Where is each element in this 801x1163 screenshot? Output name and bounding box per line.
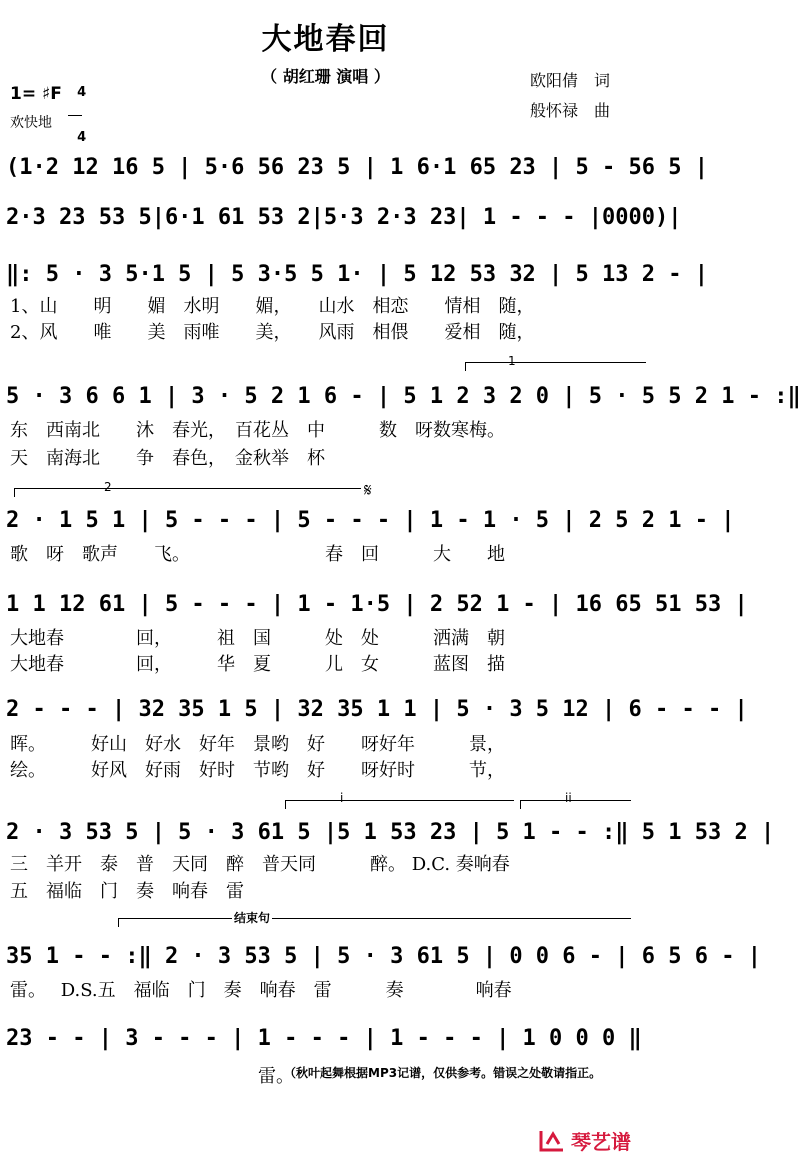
notation-line-7: 2 - - - | 32 35 1 5 | 32 35 1 1 | 5 · 3 5 12 | 6 - - - | — [6, 697, 748, 722]
ending-bracket — [118, 918, 631, 927]
volta-bracket-ii — [520, 800, 631, 809]
time-signature-top: 4 — [77, 85, 87, 100]
lyric-line-4-verse-2: 天 南海北 争 春色， 金秋举 杯 — [10, 448, 325, 469]
watermark-brand: 琴艺谱 — [571, 1130, 631, 1154]
lyric-line-6-verse-1: 大地春 回， 祖 国 处 处 洒满 朝 — [10, 628, 505, 649]
notation-line-2: 2·3 23 53 5|6·1 61 53 2|5·3 2·3 23| 1 - - - |0000)| — [6, 205, 682, 230]
transcription-footnote: （秋叶起舞根据MP3记谱，仅供参考。错误之处敬请指正。 — [284, 1066, 602, 1080]
lyric-line-7-verse-1: 晖。 好山 好水 好年 景哟 好 呀好年 景， — [10, 734, 505, 755]
volta-label-1: 1 — [508, 354, 516, 368]
lyric-line-4-verse-1: 东 西南北 沐 春光， 百花丛 中 数 呀数寒梅。 — [10, 420, 505, 441]
volta-bracket-1 — [465, 362, 646, 371]
key-signature: 1= ♯F — [10, 84, 62, 104]
volta-label-i: i — [340, 791, 344, 805]
tempo-marking: 欢快地 — [10, 115, 52, 131]
volta-label-ii: ii — [565, 791, 572, 805]
lyric-line-7-verse-2: 绘。 好风 好雨 好时 节哟 好 呀好时 节， — [10, 760, 505, 781]
song-title: 大地春回 — [261, 22, 390, 57]
lyric-line-8-verse-1: 三 羊开 泰 普 天同 醉 普天同 醉。 D.C. 奏响春 — [10, 854, 510, 875]
lyric-line-3-verse-2: 2、风 唯 美 雨唯 美， 风雨 相偎 爱相 随， — [10, 322, 535, 343]
ending-label: 结束句 — [234, 911, 271, 925]
segno-sign: 𝄋 — [364, 480, 372, 501]
lyric-line-9: 雷。 D.S.五 福临 门 奏 响春 雷 奏 响春 — [10, 980, 512, 1001]
notation-line-9: 35 1 - - :‖ 2 · 3 53 5 | 5 · 3 61 5 | 0 0 6 - | 6 5 6 - | — [6, 944, 761, 969]
volta-label-2: 2 — [104, 480, 112, 494]
time-signature-bottom: 4 — [77, 130, 87, 145]
lyric-line-5: 歌 呀 歌声 飞。 春 回 大 地 — [10, 544, 505, 565]
lyric-line-10: 雷。 — [258, 1066, 294, 1087]
notation-line-4: 5 · 3 6 6 1 | 3 · 5 2 1 6 - | 5 1 2 3 2 0 | 5 · 5 5 2 1 - :‖ — [6, 384, 801, 409]
lyric-line-8-verse-2: 五 福临 门 奏 响春 雷 — [10, 881, 244, 902]
volta-bracket-i — [285, 800, 514, 809]
time-signature — [68, 72, 87, 145]
composer-credit: 般怀禄 曲 — [530, 101, 611, 120]
qinyipu-logo-icon — [537, 1128, 567, 1154]
notation-line-1: (1·2 12 16 5 | 5·6 56 23 5 | 1 6·1 65 23 | 5 - 56 5 | — [6, 155, 708, 180]
notation-line-10: 23 - - | 3 - - - | 1 - - - | 1 - - - | 1 0 0 0 ‖ — [6, 1026, 642, 1051]
time-signature-bar — [68, 115, 82, 116]
notation-line-5: 2 · 1 5 1 | 5 - - - | 5 - - - | 1 - 1 · 5 | 2 5 2 1 - | — [6, 508, 735, 533]
notation-line-3: ‖: 5 · 3 5·1 5 | 5 3·5 5 1· | 5 12 53 32 | 5 13 2 - | — [6, 262, 708, 287]
lyricist-credit: 欧阳倩 词 — [530, 71, 611, 90]
watermark-logo — [537, 1126, 631, 1155]
volta-bracket-2 — [14, 488, 361, 497]
lyric-line-3-verse-1: 1、山 明 媚 水明 媚， 山水 相恋 情相 随， — [10, 296, 535, 317]
notation-line-8: 2 · 3 53 5 | 5 · 3 61 5 |5 1 53 23 | 5 1 - - :‖ 5 1 53 2 | — [6, 820, 775, 845]
lyric-line-6-verse-2: 大地春 回， 华 夏 儿 女 蓝图 描 — [10, 654, 505, 675]
notation-line-6: 1 1 12 61 | 5 - - - | 1 - 1·5 | 2 52 1 - | 16 65 51 53 | — [6, 592, 748, 617]
singer-credit: （ 胡红珊 演唱 ） — [261, 67, 390, 86]
